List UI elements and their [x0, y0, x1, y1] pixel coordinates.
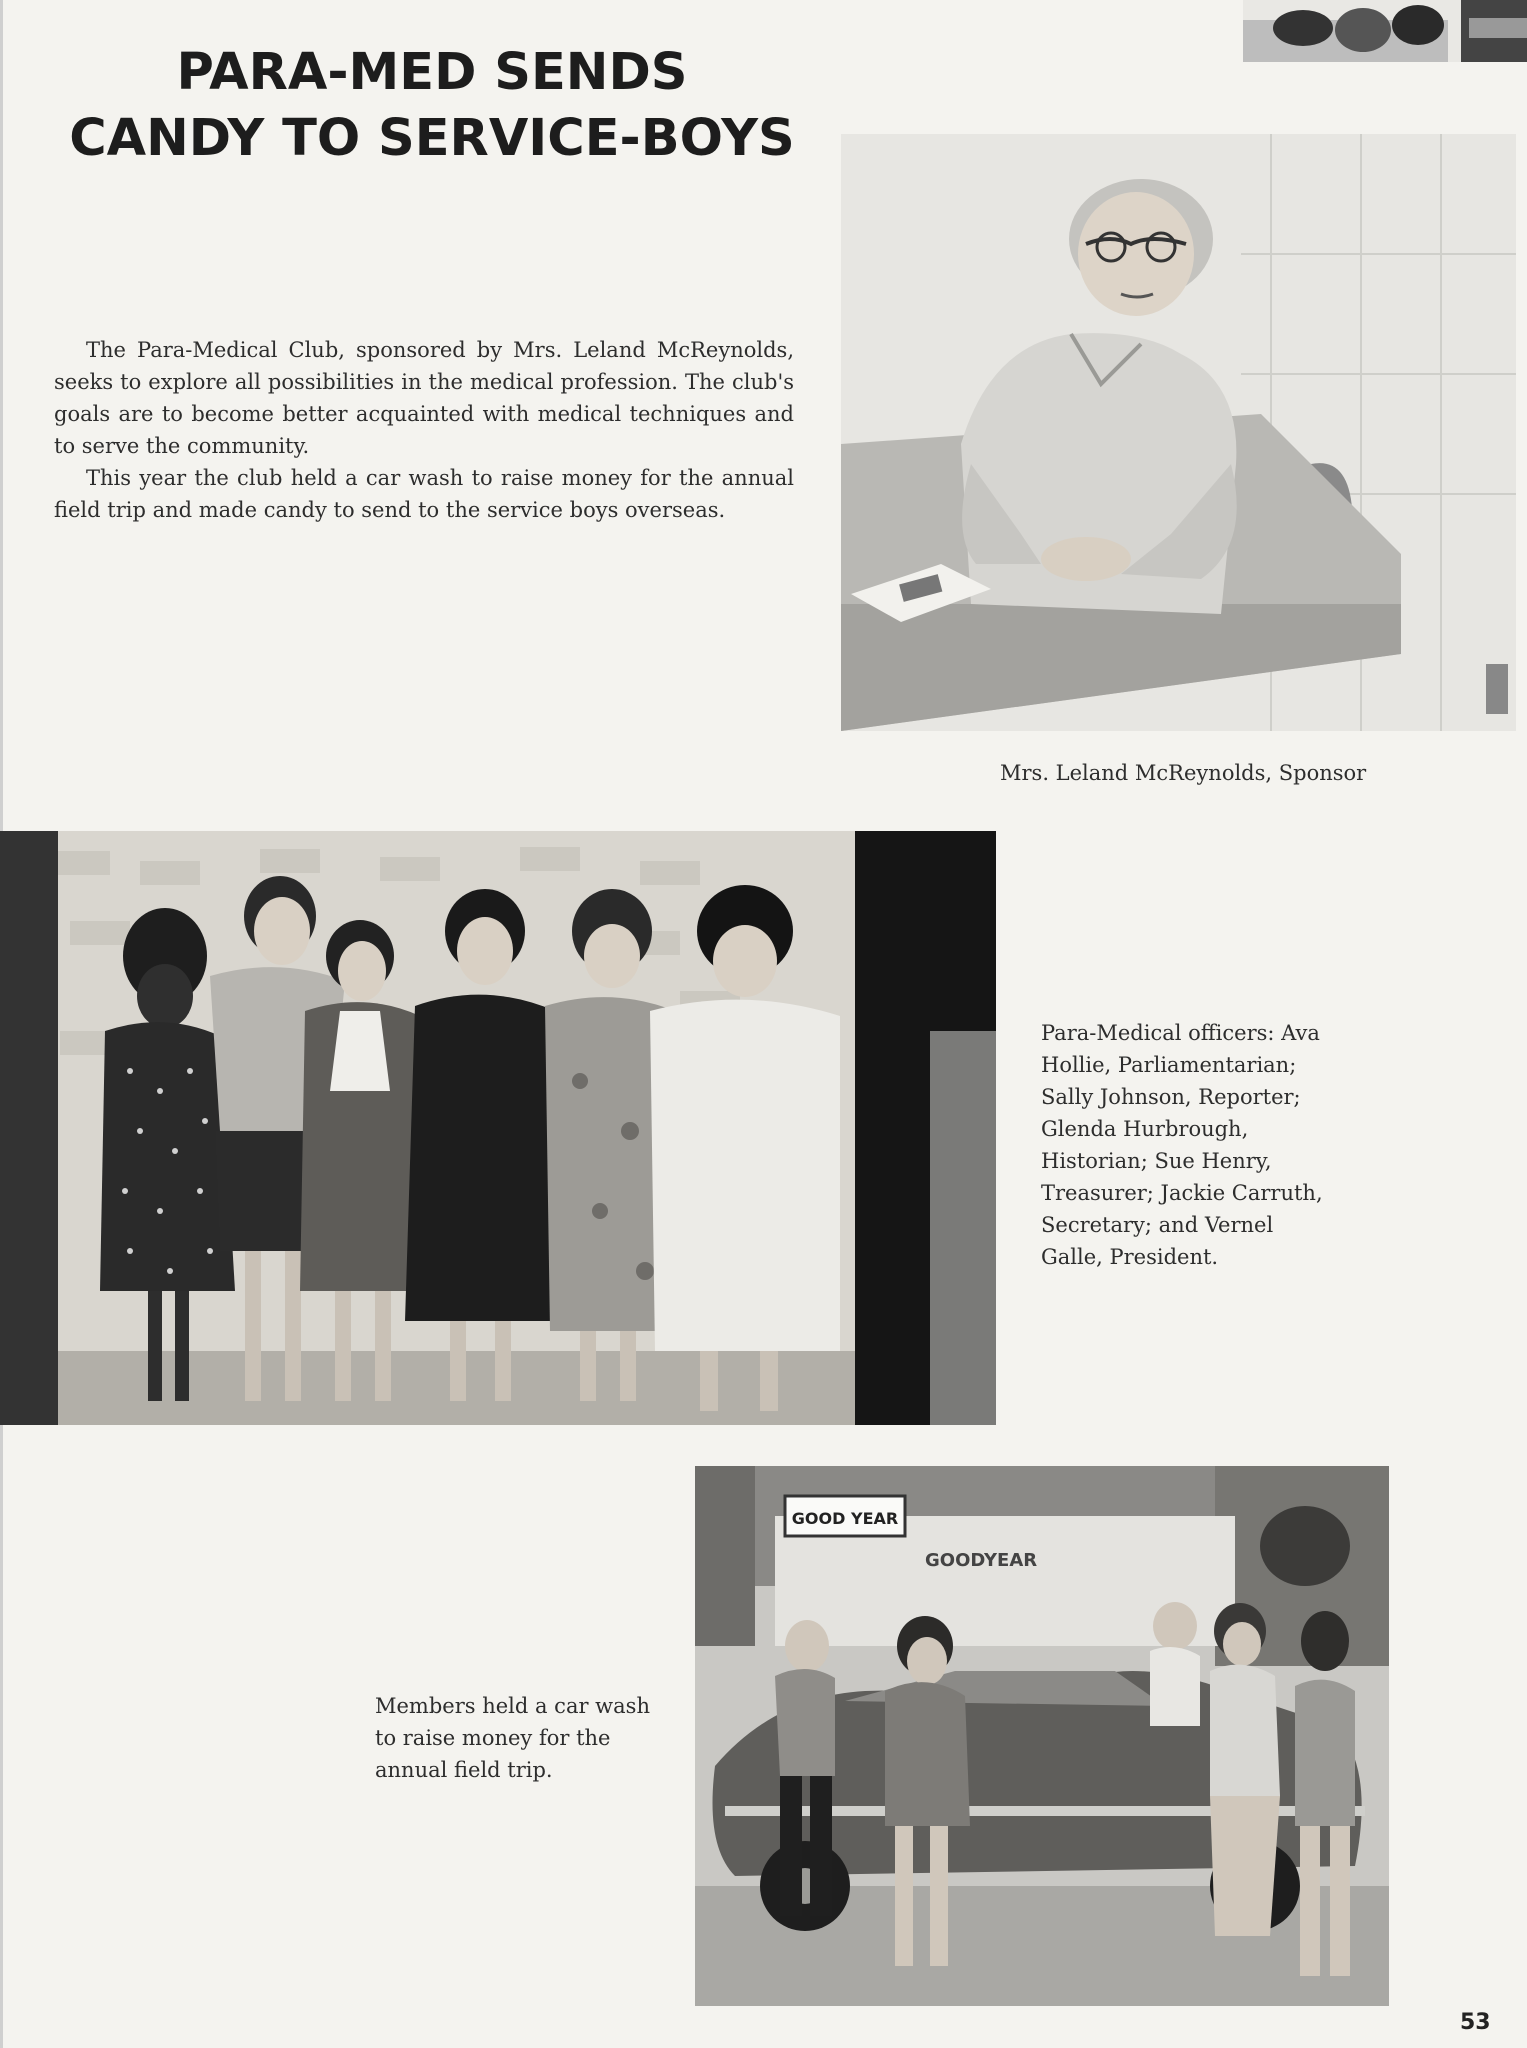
goodyear-sign-top: GOOD YEAR	[791, 1509, 899, 1528]
page-title	[52, 40, 812, 172]
intro-paragraph-2: This year the club held a car wash to raise money for the annual field trip and made candy to send to the service boys overseas.	[54, 466, 794, 522]
carwash-caption: Members held a car wash to raise money for the annual field trip.	[375, 1694, 650, 1782]
intro-text	[54, 334, 794, 526]
page-number: 53	[1460, 2010, 1491, 2035]
carwash-photo	[695, 1466, 1389, 2006]
officers-caption: Para-Medical officers: Ava Hollie, Parliamentarian; Sally Johnson, Reporter; Glenda Hurbrough, Historian; Sue Henry, Treasurer; Jackie Carruth, Secretary; and Vernel Galle, President.	[1041, 1021, 1323, 1269]
title-line-2: CANDY TO SERVICE-BOYS	[69, 109, 795, 168]
sponsor-photo	[841, 134, 1516, 731]
sponsor-caption: Mrs. Leland McReynolds, Sponsor	[1000, 761, 1367, 785]
corner-photo-strip	[1243, 0, 1527, 62]
title-line-1: PARA-MED SENDS	[176, 43, 688, 102]
goodyear-sign-wall: GOODYEAR	[925, 1550, 1038, 1571]
officers-photo	[0, 831, 996, 1425]
intro-paragraph-1: The Para-Medical Club, sponsored by Mrs. Leland McReynolds, seeks to explore all possibilities in the medical profession. The club's goals are to become better acquainted with medical techniques and to serve the community.	[54, 338, 794, 458]
